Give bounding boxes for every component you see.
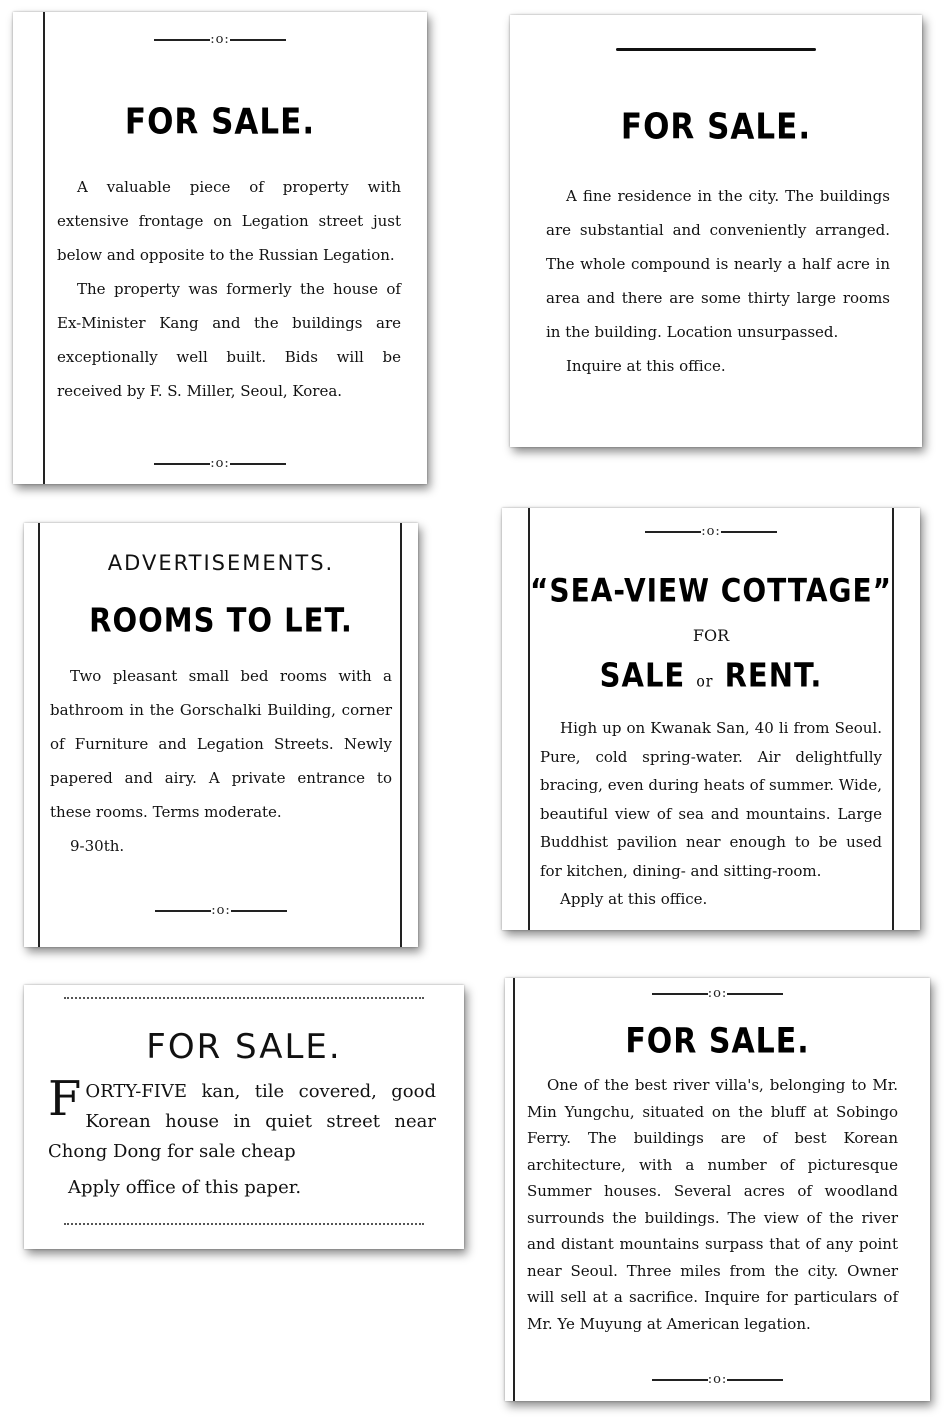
- decorative-rule: [510, 39, 922, 58]
- paragraph: High up on Kwanak San, 40 li from Seoul. Pure, cold spring-water. Air delightfully bracing, even during heats of summer. Wide, beautiful view of sea and mountains. Large Buddhist pavilion near enough to be used for kitchen, dining- and sitting-room.: [540, 719, 882, 880]
- paragraph: Apply at this office.: [560, 890, 708, 908]
- heading: FOR SALE.: [625, 1021, 810, 1062]
- heading: “SEA-VIEW COTTAGE”: [530, 571, 892, 610]
- paragraph: One of the best river villa's, belonging to Mr. Min Yungchu, situated on the bluff at Sobingo Ferry. The buildings are of best Korean architecture, with a number of picturesque Summer houses. Several acres of woodland surrounds the buildings. The view of the river and distant mountains surpass that of any point near Seoul. Three miles from the city. Owner will sell at a sacrifice. Inquire for particulars of Mr. Ye Muyung at American legation.: [527, 1076, 898, 1333]
- ad-body: [527, 1072, 898, 1337]
- ad-sea-view-cottage: [502, 508, 920, 930]
- ad-river-villa: [505, 978, 930, 1401]
- date-code: 9-30th.: [70, 837, 125, 855]
- ad-body: [48, 1071, 436, 1203]
- top-rule: [64, 997, 424, 1001]
- heading: FOR SALE.: [124, 101, 316, 143]
- sale-or-rent: [502, 655, 920, 694]
- heading: ROOMS TO LET.: [89, 600, 353, 640]
- bottom-ornament: :o:: [24, 903, 418, 918]
- paragraph: [48, 1071, 436, 1167]
- or-word: or: [696, 672, 714, 692]
- paragraph: Two pleasant small bed rooms with a bathroom in the Gorschalki Building, corner of Furniture and Legation Streets. Newly papered and airy. A private entrance to these rooms. Terms moderate.: [50, 667, 392, 821]
- bottom-ornament: :o:: [13, 456, 427, 471]
- ad-for-sale-fine-residence: [510, 15, 922, 447]
- paragraph: A fine residence in the city. The buildings are substantial and conveniently arranged. The whole compound is nearly a half acre in area and there are some thirty large rooms in the building. Location unsurpassed.: [546, 187, 890, 341]
- ad-body: [57, 170, 401, 408]
- ad-body: [50, 659, 392, 863]
- ad-body: [546, 179, 890, 383]
- top-ornament: :o:: [13, 32, 427, 47]
- ad-forty-five-kan: [24, 985, 464, 1249]
- ad-for-sale-russian-legation: [13, 12, 427, 484]
- paragraph: Apply office of this paper.: [68, 1177, 302, 1198]
- ad-body: [540, 714, 882, 914]
- rent-word: RENT.: [724, 655, 823, 695]
- sale-word: SALE: [599, 655, 686, 695]
- drop-cap: F: [48, 1071, 82, 1127]
- paragraph: A valuable piece of property with extensive frontage on Legation street just below and opposite to the Russian Legation.: [57, 178, 401, 264]
- paragraph: Inquire at this office.: [566, 357, 726, 375]
- heading: FOR SALE.: [620, 106, 812, 148]
- bottom-rule: [64, 1223, 424, 1227]
- column-rule-right: [400, 523, 402, 947]
- paragraph-text: ORTY-FIVE kan, tile covered, good Korean house in quiet street near Chong Dong for sale cheap: [48, 1081, 436, 1162]
- top-ornament: :o:: [505, 986, 930, 1001]
- ad-rooms-to-let: [24, 523, 418, 947]
- bottom-ornament: :o:: [505, 1372, 930, 1387]
- column-rule: [43, 12, 45, 484]
- heading: FOR SALE.: [146, 1027, 342, 1067]
- paragraph: The property was formerly the house of Ex-Minister Kang and the buildings are exceptionally well built. Bids will be received by F. S. Miller, Seoul, Korea.: [57, 280, 401, 400]
- subheading-for: FOR: [692, 626, 730, 645]
- section-label: ADVERTISEMENTS.: [107, 551, 335, 575]
- top-ornament: :o:: [502, 524, 920, 539]
- column-rule-left: [38, 523, 40, 947]
